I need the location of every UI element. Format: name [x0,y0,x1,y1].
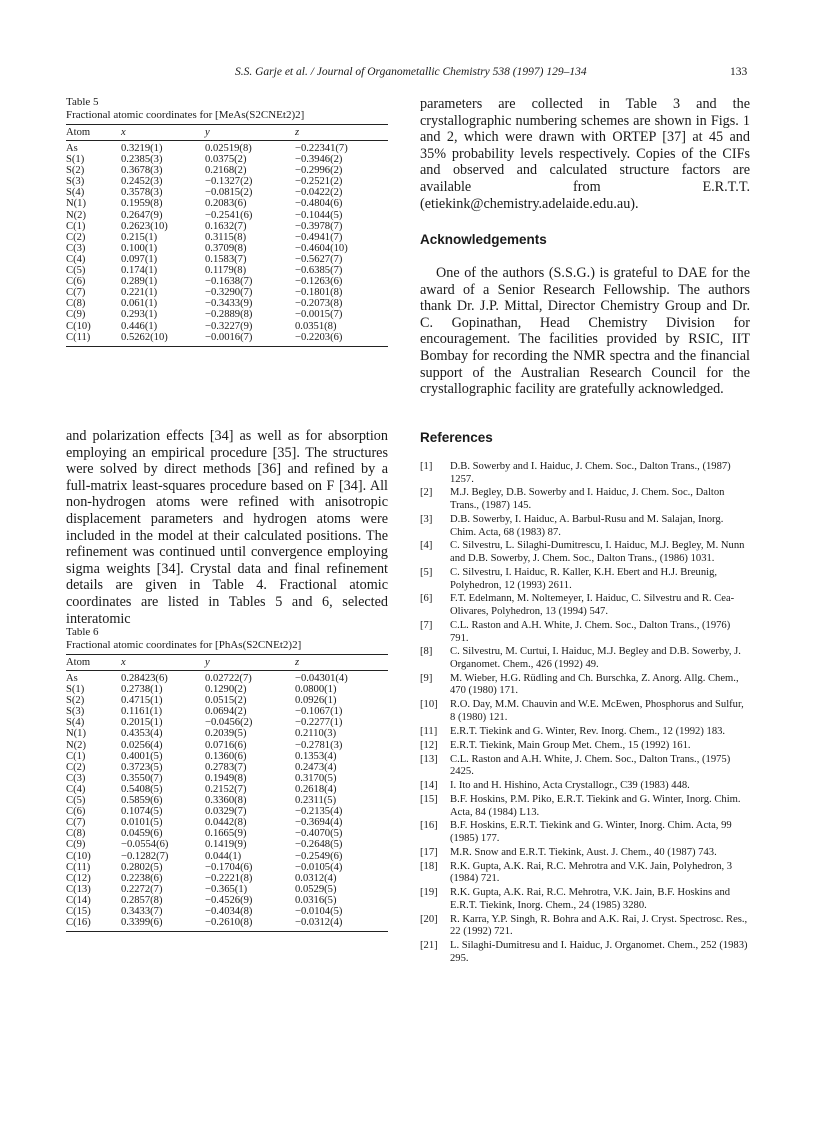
page-number: 133 [730,66,748,78]
table-cell: −0.0105(4) [295,861,343,873]
table-cell: 0.1419(9) [205,839,247,851]
table-row [66,762,388,773]
table6 [66,654,388,932]
table-row [66,795,388,806]
table-cell: −0.04301(4) [295,673,348,684]
reference-item [420,487,750,512]
table-row [66,906,388,917]
reference-text: R.K. Gupta, A.K. Rai, R.C. Mehrotra, V.K. Jain, B.F. Hoskins and E.R.T. Tiekink, Inorg. Chem., 24 (1985) 3280. [450,887,731,911]
table-cell: 0.4001(5) [121,750,163,762]
reference-item [420,940,750,965]
table-cell: 0.0716(6) [205,739,247,751]
table-cell: C(4) [66,783,86,795]
table-cell: −0.4941(7) [295,231,343,243]
table-cell: S(2) [66,695,85,707]
table-cell: 0.3170(5) [295,772,337,784]
table-cell: 0.1632(7) [205,220,247,232]
table-cell: −0.3694(4) [295,817,343,829]
table-cell: N(1) [66,728,87,740]
reference-text: D.B. Sowerby and I. Haiduc, J. Chem. Soc., Dalton Trans., (1987) 1257. [450,461,731,485]
references-heading: References [420,430,493,445]
reference-item [420,540,750,565]
table-row [66,839,388,850]
table-row [66,895,388,906]
reference-text: M.J. Begley, D.B. Sowerby and I. Haiduc, J. Chem. Soc., Dalton Trans., (1987) 145. [450,487,725,512]
table-cell: 0.3399(6) [121,917,205,932]
table-row [66,851,388,862]
reference-text: C. Silvestru, I. Haiduc, R. Kaller, K.H. Ebert and H.J. Breunig, Polyhedron, 12 (1993) 2611. [450,566,718,591]
reference-item [420,780,750,793]
right-intro [420,96,750,212]
table5-block [66,96,388,347]
table-cell: 0.1959(8) [121,198,163,210]
table-cell: 0.02722(7) [205,673,252,684]
table-row [66,221,388,232]
table-cell: −0.4526(9) [205,894,253,906]
table-cell: −0.2203(6) [295,332,388,347]
table-row [66,917,388,932]
table-row [66,884,388,895]
reference-number: [18] [420,860,438,872]
table-cell: 0.2738(1) [121,684,163,696]
table-cell: −0.6385(7) [295,265,343,277]
reference-number: [8] [420,646,433,658]
reference-number: [21] [420,940,438,952]
table-row [66,671,388,685]
table-cell: 0.1074(5) [121,806,163,818]
reference-text: R.O. Day, M.M. Chauvin and W.E. McEwen, Phosphorus and Sulfur, 8 (1980) 121. [450,699,744,723]
table-cell: −0.4070(5) [295,828,343,840]
table-row [66,773,388,784]
table-cell: C(3) [66,242,86,254]
table-cell: 0.2238(6) [121,872,163,884]
table-cell: −0.22341(7) [295,143,348,154]
table6-label: Table 6 [66,626,99,638]
table-cell: C(6) [66,276,86,288]
table-cell: 0.2083(6) [205,198,247,210]
table-cell: As [66,143,78,154]
table-cell: 0.221(1) [121,287,158,299]
table-row [66,873,388,884]
table-cell: 0.2802(5) [121,861,163,873]
reference-item [420,794,750,819]
table-cell: 0.2272(7) [121,883,163,895]
table-cell: 0.289(1) [121,276,158,288]
table-cell: −0.2073(8) [295,298,343,310]
table-row [66,232,388,243]
table-row [66,321,388,332]
table-cell: 0.1360(6) [205,750,247,762]
table-row [66,695,388,706]
table-cell: −0.1282(7) [121,850,169,862]
acknowledgements-text: One of the authors (S.S.G.) is grateful to DAE for the award of a Senior Research Fellowship. The authors thank Dr. J.P. Mittal, Director Chemistry Group and Dr. C. Gopinathan, Head Chemistry Division for encouragement. The facilities provided by RSIC, IIT Bombay for recording the NMR spectra and the financial support of the Australian Research Council for the crystallographic facility are gratefully acknowledged. [420,265,750,398]
reference-text: L. Silaghi-Dumitresu and I. Haiduc, J. Organomet. Chem., 252 (1983) 295. [450,940,748,964]
reference-item [420,887,750,912]
table6-col-header: x [121,655,205,671]
table-row [66,276,388,287]
table-cell: 0.2783(7) [205,761,247,773]
table-cell: −0.0422(2) [295,187,343,199]
table-cell: 0.3433(7) [121,905,163,917]
table-cell: C(10) [66,850,91,862]
reference-item [420,620,750,645]
table5-col-header: z [295,125,388,141]
reference-item [420,820,750,845]
table-row [66,706,388,717]
table-cell: −0.2135(4) [295,806,343,818]
table-cell: 0.2015(1) [121,717,163,729]
reference-item [420,754,750,779]
table-cell: −0.1638(7) [205,276,253,288]
table-cell: −0.2781(3) [295,739,343,751]
table-cell: −0.0815(2) [205,187,253,199]
reference-item [420,461,750,486]
table-cell: 0.3219(1) [121,143,163,154]
table-cell: 0.097(1) [121,253,158,265]
table-cell: 0.2623(10) [121,220,168,232]
reference-number: [10] [420,699,438,711]
reference-text: R.K. Gupta, A.K. Rai, R.C. Mehrotra and V.K. Jain, Polyhedron, 3 (1984) 721. [450,860,733,885]
table-cell: 0.0442(8) [205,817,247,829]
reference-number: [19] [420,887,438,899]
table-row [66,254,388,265]
table-row [66,287,388,298]
table-cell: 0.2385(3) [121,154,163,166]
table-cell: C(12) [66,872,91,884]
table-row [66,210,388,221]
reference-item [420,847,750,860]
reference-number: [5] [420,566,433,578]
table-row [66,298,388,309]
reference-item [420,740,750,753]
table-cell: S(1) [66,154,85,166]
table-cell: C(7) [66,817,86,829]
reference-number: [20] [420,913,438,925]
table-cell: 0.0316(5) [295,894,337,906]
table-cell: −0.2521(2) [295,176,343,188]
table-cell: C(9) [66,839,86,851]
table-row [66,740,388,751]
reference-text: D.B. Sowerby, I. Haiduc, A. Barbul-Rusu and M. Salajan, Inorg. Chim. Acta, 68 (1983) 87. [450,513,724,538]
table-cell: 0.1161(1) [121,706,163,718]
reference-item [420,593,750,618]
table-cell: 0.2857(8) [121,894,163,906]
table-cell: −0.1044(5) [295,209,343,221]
table-cell: 0.0256(4) [121,739,163,751]
table-cell: C(1) [66,220,86,232]
reference-text: I. Ito and H. Hishino, Acta Crystallogr., C39 (1983) 448. [450,780,690,792]
intro-paragraph: parameters are collected in Table 3 and the crystallographic numbering schemes are shown in Figs. 1 and 2, which were drawn with ORTEP [37] at 45 and 35% probability levels respectively. Copies of the CIFs and observed and calculated structure factors are available from E.R.T.T. (etiekink@chemistry.adelaide.edu.au). [420,96,750,212]
table-row [66,154,388,165]
table-cell: 0.5262(10) [121,332,205,347]
reference-item [420,861,750,886]
table-cell: −0.0554(6) [121,839,169,851]
acknowledgements-section [420,232,750,398]
table5-col-header: y [205,125,295,141]
table-row [66,141,388,155]
table-cell: −0.1801(8) [295,287,343,299]
table-cell: S(4) [66,187,85,199]
table-cell: −0.1067(1) [295,706,343,718]
table-cell: S(3) [66,706,85,718]
table-cell: 0.0529(5) [295,883,337,895]
table5-col-header: x [121,125,205,141]
table-cell: 0.0515(2) [205,695,247,707]
table-cell: 0.1179(8) [205,265,247,277]
table-cell: −0.4034(8) [205,905,253,917]
reference-item [420,726,750,739]
table-cell: 0.3723(5) [121,761,163,773]
table-cell: 0.174(1) [121,265,158,277]
reference-number: [2] [420,487,433,499]
table-cell: 0.2311(5) [295,795,337,807]
table-cell: −0.1704(6) [205,861,253,873]
table-cell: 0.2110(3) [295,728,337,740]
table-cell: 0.0101(5) [121,817,163,829]
table-cell: C(8) [66,828,86,840]
table-cell: −0.3978(7) [295,220,343,232]
table-cell: 0.2152(7) [205,783,247,795]
table-cell: 0.3709(8) [205,242,247,254]
references-list [420,461,750,966]
methods-paragraph: and polarization effects [34] as well as for absorption employing an empirical procedure [35]. The structures were solved by direct methods [36] and refined by a full-matrix least-squares procedure based on F [34]. All non-hydrogen atoms were refined with anisotropic displacement parameters and hydrogen atoms were included in the model at their calculated positions. The refinement was continued until convergence employing sigma weights [34]. Crystal data and final refinement details are given in Table 4. Fractional atomic coordinates are listed in Tables 5 and 6, selected interatomic [66,428,388,627]
table-cell: 0.1290(2) [205,684,247,696]
table-cell: C(14) [66,894,91,906]
table-cell: 0.4715(1) [121,695,163,707]
reference-text: E.R.T. Tiekink and G. Winter, Rev. Inorg. Chem., 12 (1992) 183. [450,725,726,737]
reference-number: [15] [420,794,438,805]
table-row [66,265,388,276]
table-row [66,684,388,695]
table5-label: Table 5 [66,96,99,108]
table-cell: N(2) [66,209,87,221]
reference-number: [4] [420,540,433,552]
reference-text: M.R. Snow and E.R.T. Tiekink, Aust. J. Chem., 40 (1987) 743. [450,846,717,858]
reference-number: [16] [420,820,438,832]
table-cell: 0.2452(3) [121,176,163,188]
table-cell: C(13) [66,883,91,895]
table-cell: N(1) [66,198,87,210]
table-cell: −0.2648(5) [295,839,343,851]
table-row [66,717,388,728]
table-cell: 0.3115(8) [205,231,247,243]
reference-text: M. Wieber, H.G. Rüdling and Ch. Burschka, Z. Anorg. Allg. Chem., 470 (1980) 171. [450,672,739,697]
table-cell: −0.3433(9) [205,298,253,310]
table6-caption: Fractional atomic coordinates for [PhAs(S2CNEt2)2] [66,639,302,651]
table-cell: −0.2610(8) [205,917,295,932]
table-cell: 0.0375(2) [205,154,247,166]
table-cell: 0.2618(4) [295,783,337,795]
table-cell: −0.3946(2) [295,154,343,166]
table-cell: −0.0016(7) [205,332,295,347]
table-cell: 0.5859(6) [121,795,163,807]
table6-block [66,626,388,932]
table-row [66,309,388,320]
table-cell: S(4) [66,717,85,729]
reference-number: [9] [420,672,433,684]
reference-text: F.T. Edelmann, M. Noltemeyer, I. Haiduc, C. Silvestru and R. Cea-Olivares, Polyhedron, 13 (1994) 547. [450,593,735,618]
table-row [66,751,388,762]
table-cell: 0.446(1) [121,320,158,332]
table-cell: C(15) [66,905,91,917]
table-cell: −0.5627(7) [295,253,343,265]
table-cell: C(9) [66,309,86,321]
table-cell: C(11) [66,861,91,873]
table-cell: As [66,673,78,684]
table-cell: −0.365(1) [205,883,248,895]
table-cell: 0.061(1) [121,298,158,310]
table-cell: C(4) [66,253,86,265]
table-cell: 0.0329(7) [205,806,247,818]
table-cell: 0.1949(8) [205,772,247,784]
table-row [66,165,388,176]
table-cell: −0.2996(2) [295,165,343,177]
table-row [66,728,388,739]
table-cell: −0.2541(6) [205,209,253,221]
table-cell: 0.3550(7) [121,772,163,784]
table6-col-header: Atom [66,655,121,671]
methods-section [66,428,388,627]
table-cell: C(8) [66,298,86,310]
table-cell: C(2) [66,231,86,243]
table-cell: −0.0015(7) [295,309,343,321]
table-row [66,187,388,198]
table-row [66,828,388,839]
table-row [66,806,388,817]
reference-item [420,699,750,724]
table6-col-header: y [205,655,295,671]
table-cell: C(2) [66,761,86,773]
table-row [66,817,388,828]
table-cell: 0.4353(4) [121,728,163,740]
reference-number: [1] [420,461,433,472]
table-row [66,176,388,187]
table-cell: −0.3290(7) [205,287,253,299]
table6-col-header: z [295,655,388,671]
table-cell: −0.2277(1) [295,717,343,729]
table-cell: C(5) [66,265,86,277]
table-cell: −0.4804(6) [295,198,343,210]
table-cell: 0.293(1) [121,309,158,321]
table-cell: 0.0800(1) [295,684,337,696]
reference-number: [7] [420,619,433,631]
table-row [66,784,388,795]
table-cell: 0.02519(8) [205,143,252,154]
references-section [420,430,750,967]
table-cell: C(5) [66,795,86,807]
reference-number: [6] [420,593,433,605]
table-cell: −0.4604(10) [295,242,348,254]
reference-text: R. Karra, Y.P. Singh, R. Bohra and A.K. Rai, J. Cryst. Spectrosc. Res., 22 (1992) 721. [450,913,748,938]
table-cell: 0.2039(5) [205,728,247,740]
reference-number: [11] [420,725,438,737]
table-row [66,862,388,873]
table-cell: 0.5408(5) [121,783,163,795]
table-cell: 0.2647(9) [121,209,163,221]
reference-text: B.F. Hoskins, P.M. Piko, E.R.T. Tiekink and G. Winter, Inorg. Chim. Acta, 84 (1984) L13. [450,794,741,818]
table-cell: C(3) [66,772,86,784]
reference-number: [13] [420,753,438,765]
table-cell: C(16) [66,917,121,932]
table-cell: −0.0312(4) [295,917,388,932]
table-cell: −0.3227(9) [205,320,253,332]
reference-number: [3] [420,513,433,525]
reference-item [420,567,750,592]
table-cell: C(6) [66,806,86,818]
reference-item [420,514,750,539]
reference-text: E.R.T. Tiekink, Main Group Met. Chem., 15 (1992) 161. [450,739,691,751]
table-cell: 0.0694(2) [205,706,247,718]
table-cell: C(10) [66,320,91,332]
table-cell: 0.2168(2) [205,165,247,177]
table-cell: N(2) [66,739,87,751]
table-cell: S(1) [66,684,85,696]
table-cell: −0.1263(6) [295,276,343,288]
table-row [66,332,388,347]
table-cell: −0.2221(8) [205,872,253,884]
table-cell: −0.0104(5) [295,905,343,917]
table-cell: C(1) [66,750,86,762]
acknowledgements-heading: Acknowledgements [420,232,547,247]
journal-citation: S.S. Garje et al. / Journal of Organometallic Chemistry 538 (1997) 129–134 [235,66,587,78]
table-cell: C(7) [66,287,86,299]
table-cell: S(2) [66,165,85,177]
table-cell: 0.0312(4) [295,872,337,884]
table-cell: 0.1353(4) [295,750,337,762]
reference-text: C. Silvestru, M. Curtui, I. Haiduc, M.J. Begley and D.B. Sowerby, J. Organomet. Chem., 426 (1992) 49. [450,646,741,670]
table-cell: 0.044(1) [205,850,242,862]
reference-item [420,646,750,671]
reference-item [420,673,750,698]
table5-col-header: Atom [66,125,121,141]
table-cell: 0.3360(8) [205,795,247,807]
table-row [66,198,388,209]
table-row [66,243,388,254]
reference-text: C.L. Raston and A.H. White, J. Chem. Soc., Dalton Trans., (1976) 791. [450,619,731,644]
table-cell: 0.1583(7) [205,253,247,265]
table-cell: 0.2473(4) [295,761,337,773]
table-cell: 0.0459(6) [121,828,163,840]
table-cell: 0.3578(3) [121,187,163,199]
table-cell: 0.28423(6) [121,673,168,684]
reference-item [420,914,750,939]
reference-text: B.F. Hoskins, E.R.T. Tiekink and G. Winter, Inorg. Chim. Acta, 99 (1985) 177. [450,820,732,845]
reference-number: [12] [420,739,438,751]
table5 [66,124,388,347]
table-cell: −0.2889(8) [205,309,253,321]
reference-text: C. Silvestru, L. Silaghi-Dumitrescu, I. Haiduc, M.J. Begley, M. Nunn and D.B. Sowerby, J. Chem. Soc., Dalton Trans., (1986) 1031. [450,540,745,565]
reference-number: [14] [420,780,438,792]
table-cell: 0.3678(3) [121,165,163,177]
table-cell: 0.0926(1) [295,695,337,707]
table-cell: 0.215(1) [121,231,158,243]
table-cell: 0.0351(8) [295,320,337,332]
reference-text: C.L. Raston and A.H. White, J. Chem. Soc., Dalton Trans., (1975) 2425. [450,753,731,778]
table-cell: 0.1665(9) [205,828,247,840]
reference-number: [17] [420,846,438,858]
table-cell: −0.0456(2) [205,717,253,729]
table-cell: −0.1327(2) [205,176,253,188]
table-cell: −0.2549(6) [295,850,343,862]
table5-caption: Fractional atomic coordinates for [MeAs(S2CNEt2)2] [66,109,305,121]
table-cell: 0.100(1) [121,242,158,254]
table-cell: C(11) [66,332,121,347]
table-cell: S(3) [66,176,85,188]
